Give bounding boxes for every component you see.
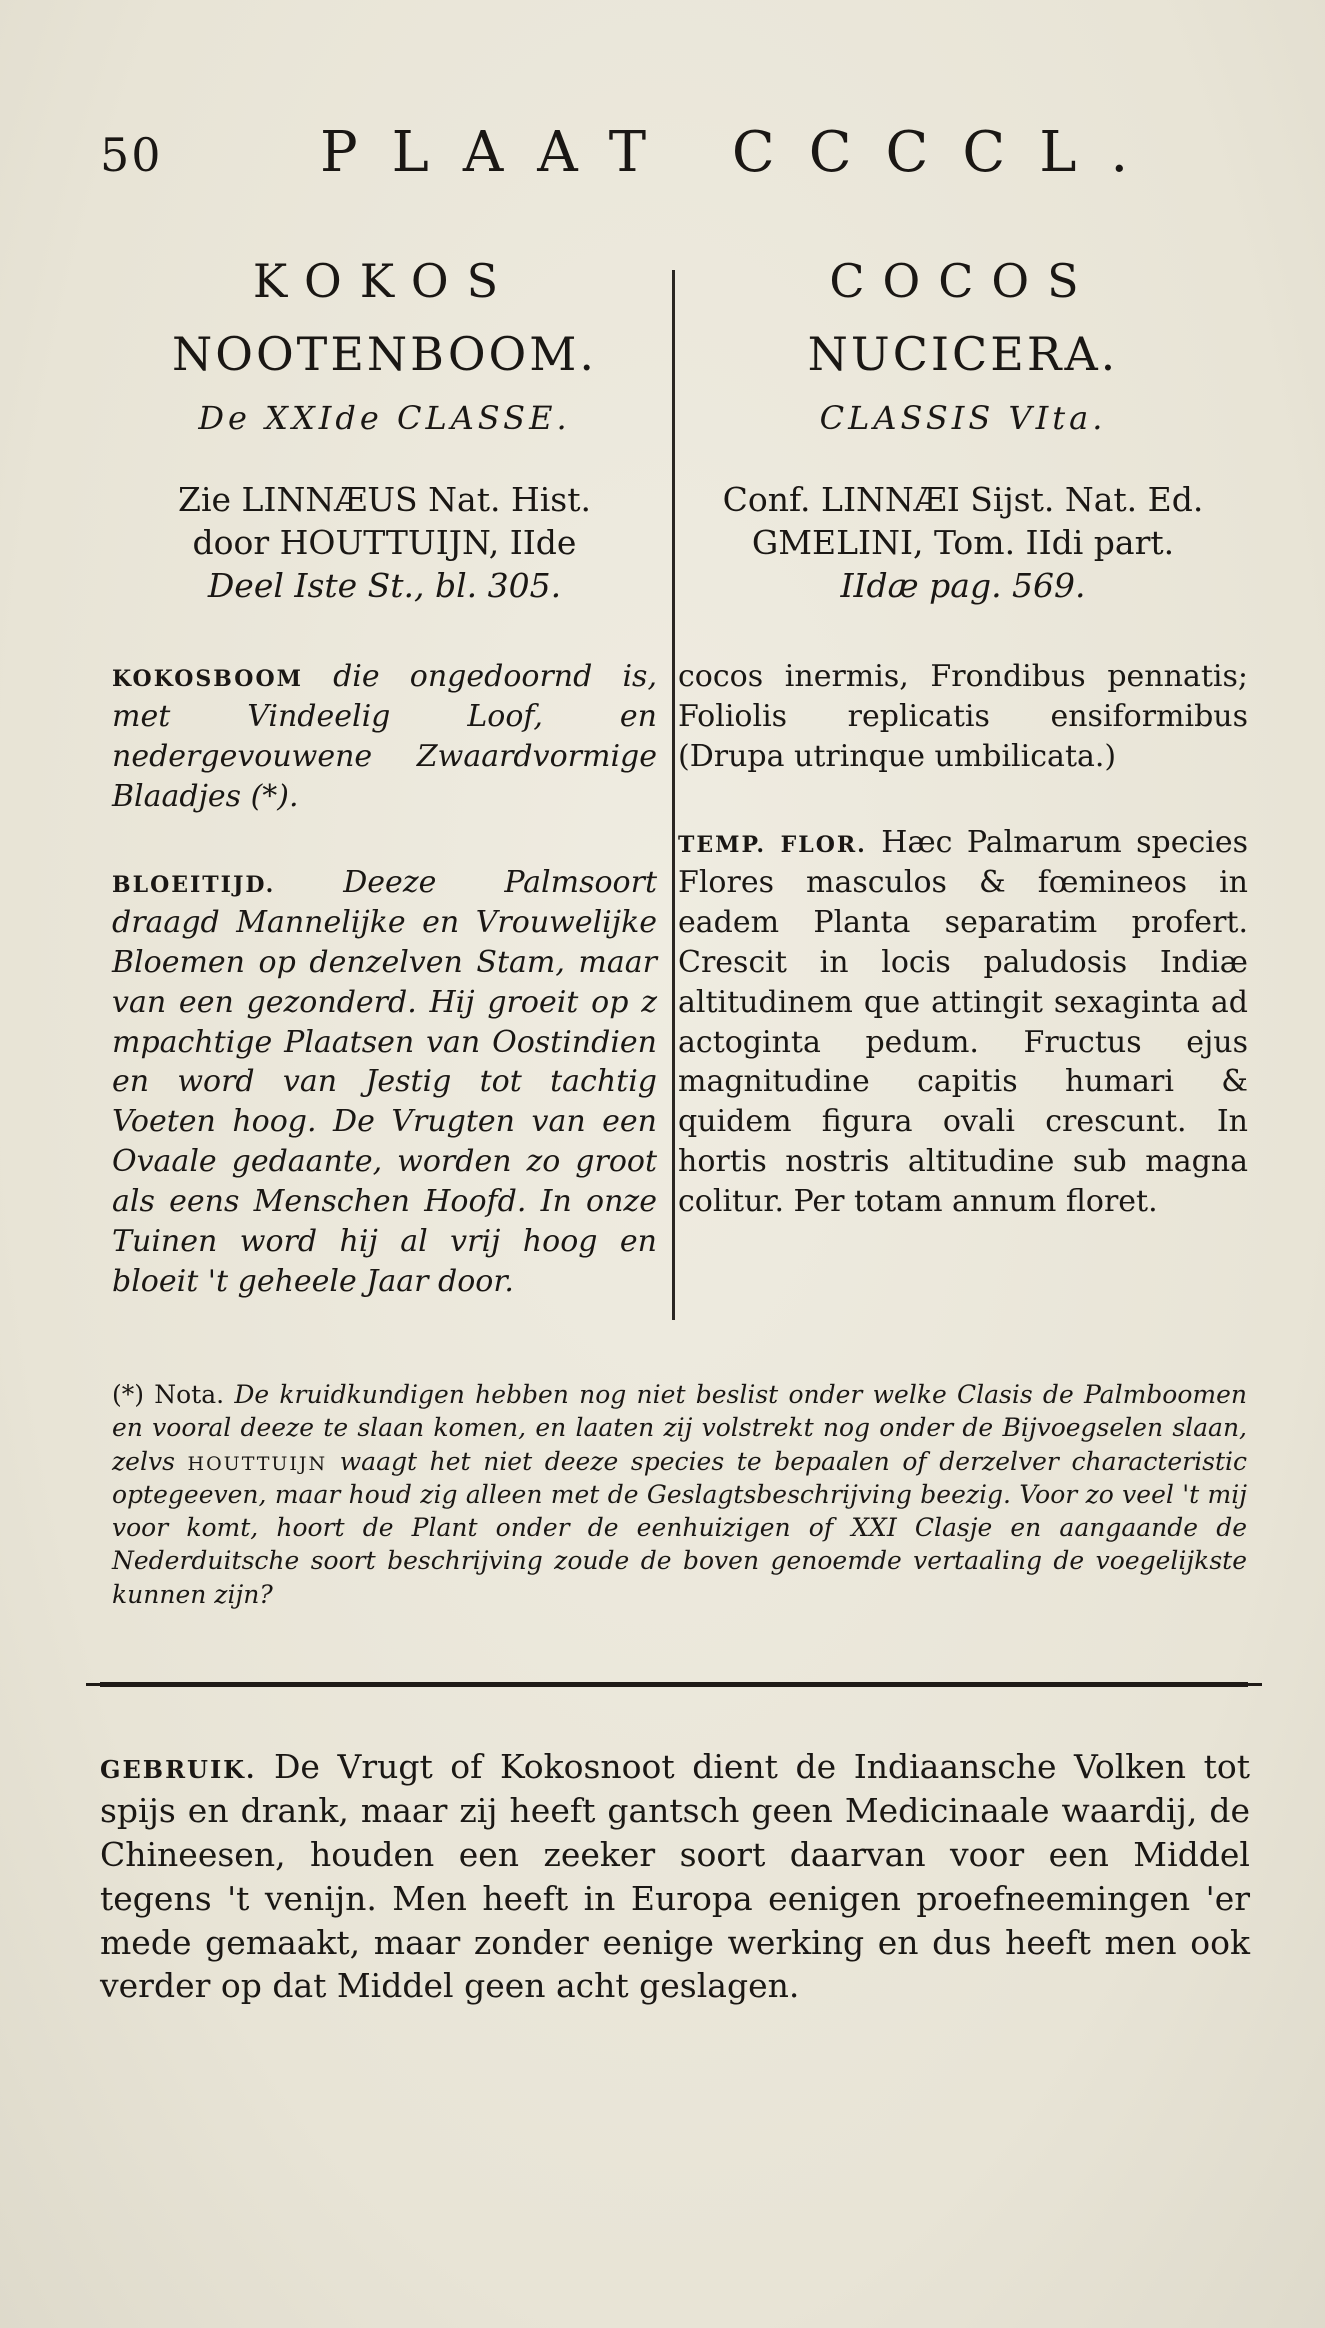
dutch-flowering-text: Deeze Palmsoort draagd Mannelijke en Vrouwelijke Bloemen op denzelven Stam, maar van een gezonderd. Hij groeit op z mpachtige Plaatsen van Oostindien en word van Jestig tot tachtig Voeten hoog. De Vrugten van een Ovaale gedaante, worden zo groot als eens Menschen Hoofd. In onze Tuinen word hij al vrij hoog en bloeit 't geheele Jaar door. bbox=[112, 865, 657, 1299]
usage-text: De Vrugt of Kokosnoot dient de Indiaansche Volken tot spijs en drank, maar zij heeft gantsch geen Medicinaale waardij, de Chineesen, houden een zeeker soort daarvan voor een Middel tegens 't venijn. Men heeft in Europa eenigen proefneemingen 'er mede gemaakt, maar zonder eenige werking en dus heeft men ook verder op dat Middel geen acht geslagen. bbox=[100, 1747, 1250, 2006]
page-header bbox=[100, 120, 1250, 200]
dutch-column bbox=[112, 255, 657, 1302]
usage-paragraph bbox=[100, 1745, 1250, 2008]
footnote-text-1: De kruidkundigen hebben nog niet beslist onder welke Clasis de Palmboomen en vooral deeze te slaan komen, en laaten zij volstrekt nog onder de Bijvoegselen slaan, zelvs bbox=[112, 1380, 1247, 1476]
horizontal-rule bbox=[100, 1682, 1248, 1687]
dutch-title-line-1: KOKOS bbox=[252, 254, 517, 308]
footnote-label: (*) Nota. bbox=[112, 1380, 225, 1409]
dutch-reference bbox=[112, 479, 657, 608]
latin-description: cocos inermis, Frondibus pennatis; Foliolis replicatis ensiformibus (Drupa utrinque umbilicata.) bbox=[678, 659, 1248, 775]
latin-reference-line-2: GMELINI, Tom. IIdi part. bbox=[751, 522, 1175, 562]
latin-flowering bbox=[678, 823, 1248, 1222]
latin-class-line: CLASSIS VIta. bbox=[819, 398, 1107, 437]
latin-title-line-1: COCOS bbox=[829, 254, 1097, 308]
dutch-reference-line-2: door HOUTTUIJN, IIde bbox=[192, 522, 577, 562]
dutch-class-line: De XXIde CLASSE. bbox=[198, 398, 571, 437]
running-title: PLAAT CCCCL. bbox=[320, 120, 1163, 185]
dutch-reference-line-3: Deel Iste St., bl. 305. bbox=[207, 565, 562, 605]
dutch-title-line-2: NOOTENBOOM. bbox=[172, 326, 597, 381]
page-number: 50 bbox=[100, 128, 163, 182]
footnote-text-2: waagt het niet deeze species te bepaalen of derzelver characteristic optegeeven, maar houd zig alleen met de Geslagtsbeschrijving beezig. Voor zo veel 't mij voor komt, hoort de Plant onder de eenhuizigen of XXI Clasje en aangaande de Nederduitsche soort beschrijving zoude de boven genoemde vertaaling de voegelijkste kunnen zijn? bbox=[112, 1446, 1247, 1609]
latin-flowering-lead: TEMP. FLOR. bbox=[678, 832, 867, 859]
latin-reference-line-3: IIdæ pag. 569. bbox=[840, 565, 1086, 605]
latin-reference-line-1: Conf. LINNÆI Sijst. Nat. Ed. bbox=[722, 479, 1204, 519]
dutch-description-text: die ongedoornd is, met Vindeelig Loof, en nedergevouwene Zwaardvormige Blaadjes (*). bbox=[112, 659, 657, 815]
dutch-reference-line-1: Zie LINNÆUS Nat. Hist. bbox=[178, 479, 591, 519]
latin-title-line-2: NUCICERA. bbox=[807, 326, 1119, 381]
footnote bbox=[112, 1378, 1247, 1611]
dutch-description bbox=[112, 657, 657, 817]
footnote-name: HOUTTUIJN bbox=[187, 1452, 328, 1475]
dutch-flowering-lead: BLOEITIJD. bbox=[112, 872, 276, 899]
latin-column bbox=[678, 255, 1248, 1222]
column-divider bbox=[672, 270, 675, 1320]
dutch-description-lead: KOKOSBOOM bbox=[112, 666, 303, 693]
usage-lead: GEBRUIK. bbox=[100, 1755, 257, 1784]
latin-reference bbox=[678, 479, 1248, 608]
latin-flowering-text: Hæc Palmarum species Flores masculos & fœmineos in eadem Planta separatim profert. Crescit in locis paludosis Indiæ altitudinem que attingit sexaginta ad actoginta pedum. Fructus ejus magnitudine capitis humari & quidem figura ovali crescunt. In hortis nostris altitudine sub magna colitur. Per totam annum floret. bbox=[678, 825, 1249, 1220]
dutch-flowering bbox=[112, 863, 657, 1302]
